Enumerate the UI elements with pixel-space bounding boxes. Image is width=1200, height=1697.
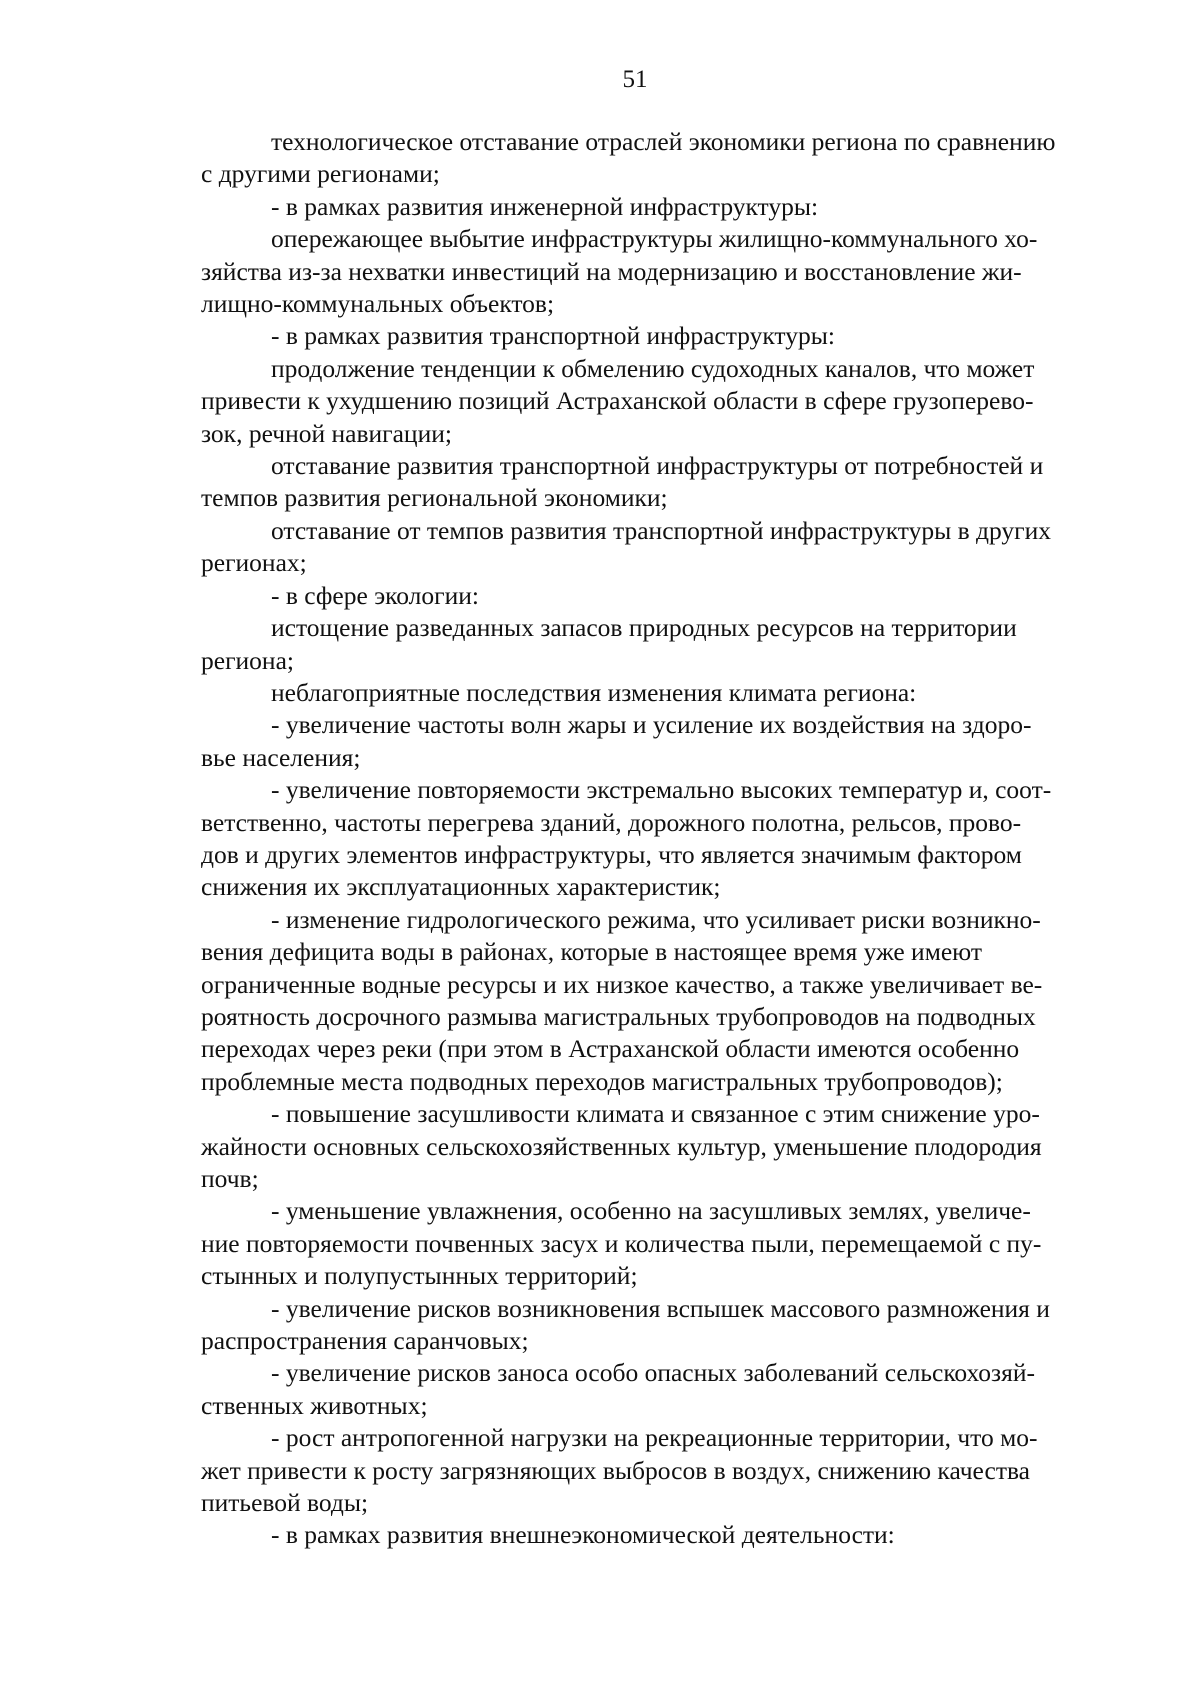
paragraph: - уменьшение увлажнения, особенно на засушливых землях, увеличе- ние повторяемости почвенных засух и количества пыли, перемещаемой с пу- стынных и полупустынных территорий; — [201, 1196, 1042, 1291]
paragraph: - в сфере экологии: — [271, 580, 479, 610]
paragraph: - повышение засушливости климата и связанное с этим снижение уро- жайности основных сельскохозяйственных культур, уменьшение плодородия почв; — [201, 1099, 1042, 1193]
paragraph: продолжение тенденции к обмелению судоходных каналов, что может привести к ухудшению позиций Астраханской области в сфере грузоперево- зок, речной навигации; — [201, 353, 1035, 448]
paragraph: - в рамках развития транспортной инфраструктуры: — [271, 321, 835, 351]
paragraph: отставание от темпов развития транспортной инфраструктуры в других регионах; — [201, 515, 1051, 578]
paragraph: - увеличение рисков заноса особо опасных заболеваний сельскохозяй- ственных животных; — [201, 1358, 1035, 1420]
paragraph: истощение разведанных запасов природных ресурсов на территории региона; — [201, 613, 1017, 675]
paragraph: - в рамках развития инженерной инфраструктуры: — [271, 191, 819, 221]
paragraph: - рост антропогенной нагрузки на рекреационные территории, что мо- жет привести к росту загрязняющих выбросов в воздух, снижению качества питьевой воды; — [201, 1423, 1038, 1518]
paragraph: - в рамках развития внешнеэкономической деятельности: — [271, 1520, 895, 1550]
paragraph: технологическое отставание отраслей экономики региона по сравнению с другими регионами; — [201, 127, 1056, 189]
paragraph: - увеличение частоты волн жары и усиление их воздействия на здоро- вье населения; — [201, 710, 1032, 772]
page-number: 51 — [622, 66, 648, 93]
paragraph: - изменение гидрологического режима, что усиливает риски возникно- вения дефицита воды в районах, которые в настоящее время уже имеют ограниченные водные ресурсы и их низкое качество, а также увеличивает ве- роятность досрочного размыва магистральных трубопроводов на подводных переходах через реки (при этом в Астраханской области имеются особенно проблемные места подводных переходов магистральных трубопроводов); — [201, 904, 1043, 1096]
document-body — [201, 126, 1148, 1552]
paragraph: - увеличение рисков возникновения вспышек массового размножения и распространения саранчовых; — [201, 1293, 1050, 1356]
paragraph: неблагоприятные последствия изменения климата региона: — [271, 677, 917, 707]
paragraph: отставание развития транспортной инфраструктуры от потребностей и темпов развития региональной экономики; — [201, 451, 1044, 513]
paragraph: опережающее выбытие инфраструктуры жилищно-коммунального хо- зяйства из-за нехватки инвестиций на модернизацию и восстановление жи- лищно-коммунальных объектов; — [201, 224, 1038, 319]
paragraph: - увеличение повторяемости экстремально высоких температур и, соот- ветственно, частоты перегрева зданий, дорожного полотна, рельсов, прово- дов и других элементов инфраструктуры, что является значимым фактором снижения их эксплуатационных характеристик; — [201, 775, 1052, 902]
